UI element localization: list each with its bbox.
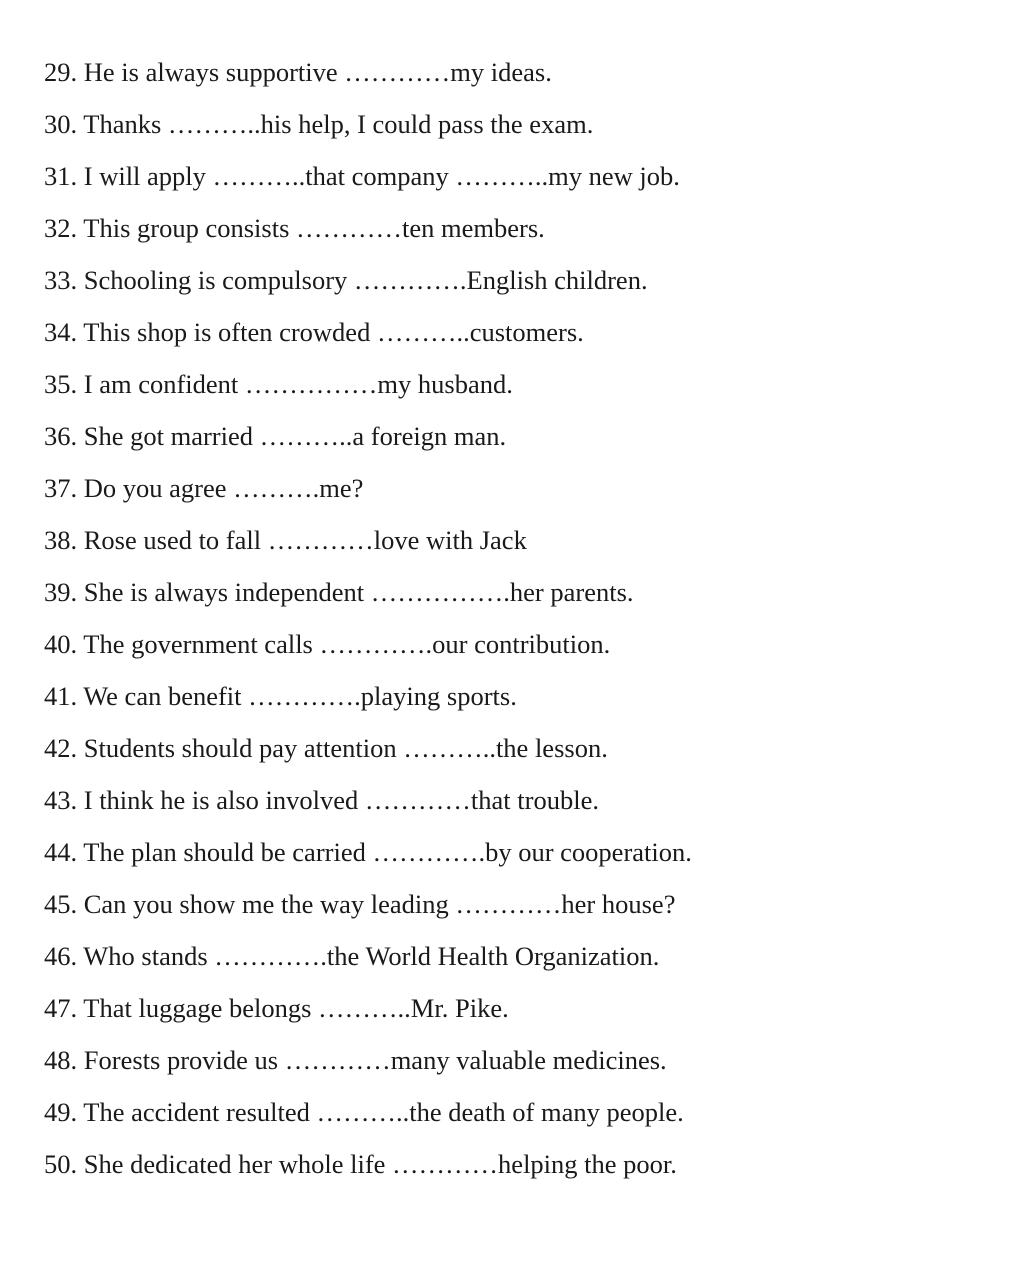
item-number: 47. <box>44 993 78 1023</box>
exercise-item-32 <box>44 208 984 260</box>
item-number: 46. <box>44 941 78 971</box>
item-text: Do you agree ……….me? <box>83 473 364 503</box>
item-number: 43. <box>44 785 78 815</box>
item-text: She is always independent …………….her parents. <box>83 577 634 607</box>
item-number: 41. <box>44 681 78 711</box>
item-text: Who stands ………….the World Health Organization. <box>83 941 660 971</box>
exercise-item-45 <box>44 884 984 936</box>
exercise-item-36 <box>44 416 984 468</box>
exercise-item-43 <box>44 780 984 832</box>
item-number: 45. <box>44 889 78 919</box>
exercise-item-30 <box>44 104 984 156</box>
item-number: 34. <box>44 317 78 347</box>
item-text: Forests provide us …………many valuable medicines. <box>83 1045 667 1075</box>
item-text: She got married ………..a foreign man. <box>83 421 507 451</box>
item-text: Can you show me the way leading …………her house? <box>83 889 676 919</box>
exercise-item-41 <box>44 676 984 728</box>
item-number: 39. <box>44 577 78 607</box>
item-number: 50. <box>44 1149 78 1179</box>
exercise-item-33 <box>44 260 984 312</box>
item-number: 48. <box>44 1045 78 1075</box>
exercise-item-44 <box>44 832 984 884</box>
exercise-item-46 <box>44 936 984 988</box>
item-text: Schooling is compulsory ………….English children. <box>83 265 648 295</box>
item-text: The accident resulted ………..the death of many people. <box>83 1097 684 1127</box>
exercise-item-48 <box>44 1040 984 1092</box>
item-text: This group consists …………ten members. <box>83 213 545 243</box>
exercise-item-42 <box>44 728 984 780</box>
item-text: Thanks ………..his help, I could pass the exam. <box>83 109 594 139</box>
item-number: 32. <box>44 213 78 243</box>
item-number: 49. <box>44 1097 78 1127</box>
item-number: 40. <box>44 629 78 659</box>
item-number: 44. <box>44 837 78 867</box>
exercise-item-47 <box>44 988 984 1040</box>
item-text: She dedicated her whole life …………helping the poor. <box>83 1149 677 1179</box>
exercise-item-35 <box>44 364 984 416</box>
item-text: Students should pay attention ………..the lesson. <box>83 733 608 763</box>
item-text: That luggage belongs ………..Mr. Pike. <box>83 993 509 1023</box>
exercise-item-40 <box>44 624 984 676</box>
item-text: I think he is also involved …………that trouble. <box>83 785 599 815</box>
item-text: The plan should be carried ………….by our cooperation. <box>83 837 692 867</box>
exercise-item-49 <box>44 1092 984 1144</box>
item-number: 31. <box>44 161 78 191</box>
item-number: 35. <box>44 369 78 399</box>
exercise-item-37 <box>44 468 984 520</box>
exercise-list <box>44 52 984 1196</box>
exercise-item-39 <box>44 572 984 624</box>
item-number: 38. <box>44 525 78 555</box>
exercise-item-34 <box>44 312 984 364</box>
exercise-item-50 <box>44 1144 984 1196</box>
item-number: 30. <box>44 109 78 139</box>
exercise-item-29 <box>44 52 984 104</box>
item-text: This shop is often crowded ………..customers. <box>83 317 584 347</box>
item-number: 36. <box>44 421 78 451</box>
item-text: He is always supportive …………my ideas. <box>83 57 552 87</box>
item-text: The government calls ………….our contribution. <box>83 629 611 659</box>
exercise-item-31 <box>44 156 984 208</box>
item-number: 42. <box>44 733 78 763</box>
item-number: 29. <box>44 57 78 87</box>
exercise-item-38 <box>44 520 984 572</box>
item-number: 37. <box>44 473 78 503</box>
item-number: 33. <box>44 265 78 295</box>
item-text: I will apply ………..that company ………..my new job. <box>83 161 680 191</box>
item-text: We can benefit ………….playing sports. <box>83 681 517 711</box>
item-text: Rose used to fall …………love with Jack <box>83 525 527 555</box>
item-text: I am confident ……………my husband. <box>83 369 513 399</box>
